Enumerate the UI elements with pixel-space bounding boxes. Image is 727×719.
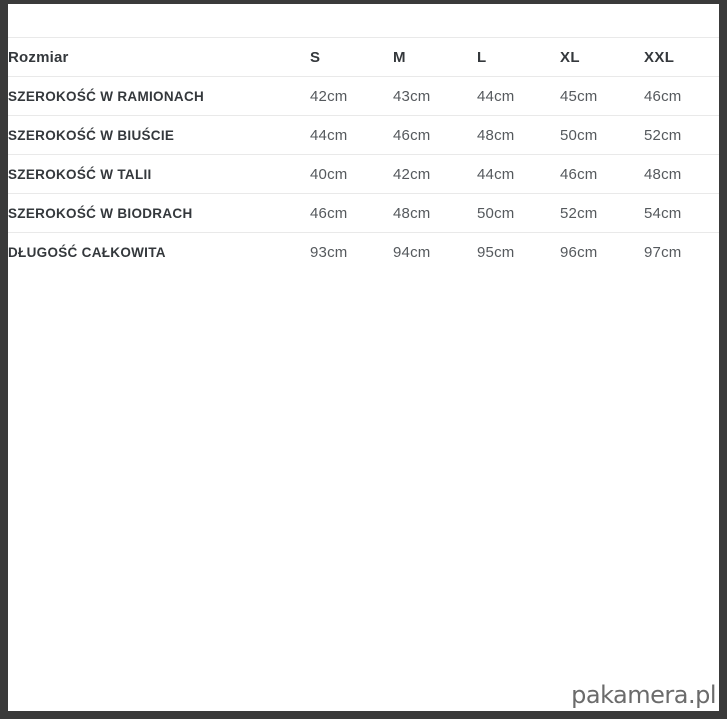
cell-value: 40cm [310, 165, 348, 183]
cell-value: 93cm [310, 243, 348, 261]
size-header-m: M [393, 48, 406, 66]
cell-value: 96cm [560, 243, 598, 261]
row-label: SZEROKOŚĆ W TALII [8, 166, 152, 182]
cell-value: 54cm [644, 204, 682, 222]
table-row-shoulders [8, 77, 719, 116]
cell-value: 52cm [644, 126, 682, 144]
cell-value: 46cm [393, 126, 431, 144]
row-label: SZEROKOŚĆ W BIODRACH [8, 205, 193, 221]
cell-value: 94cm [393, 243, 431, 261]
cell-value: 50cm [477, 204, 515, 222]
table-row-waist [8, 155, 719, 194]
cell-value: 46cm [644, 87, 682, 105]
table-row-total-length [8, 233, 719, 272]
cell-value: 48cm [477, 126, 515, 144]
cell-value: 46cm [310, 204, 348, 222]
cell-value: 44cm [310, 126, 348, 144]
cell-value: 52cm [560, 204, 598, 222]
size-header-s: S [310, 48, 321, 66]
cell-value: 42cm [310, 87, 348, 105]
table-row-hips [8, 194, 719, 233]
pakamera-watermark-logo: pakamera.pl [571, 681, 716, 709]
cell-value: 50cm [560, 126, 598, 144]
row-label: DŁUGOŚĆ CAŁKOWITA [8, 244, 166, 260]
cell-value: 43cm [393, 87, 431, 105]
size-header-xxl: XXL [644, 48, 675, 66]
cell-value: 95cm [477, 243, 515, 261]
size-header-l: L [477, 48, 487, 66]
cell-value: 48cm [393, 204, 431, 222]
cell-value: 44cm [477, 87, 515, 105]
size-table-header-row [8, 38, 719, 77]
row-label: SZEROKOŚĆ W BIUŚCIE [8, 127, 175, 143]
cell-value: 97cm [644, 243, 682, 261]
cell-value: 45cm [560, 87, 598, 105]
cell-value: 42cm [393, 165, 431, 183]
size-header-xl: XL [560, 48, 580, 66]
cell-value: 44cm [477, 165, 515, 183]
size-column-title: Rozmiar [8, 48, 69, 66]
size-table [8, 37, 719, 272]
cell-value: 48cm [644, 165, 682, 183]
table-row-bust [8, 116, 719, 155]
cell-value: 46cm [560, 165, 598, 183]
row-label: SZEROKOŚĆ W RAMIONACH [8, 88, 205, 104]
